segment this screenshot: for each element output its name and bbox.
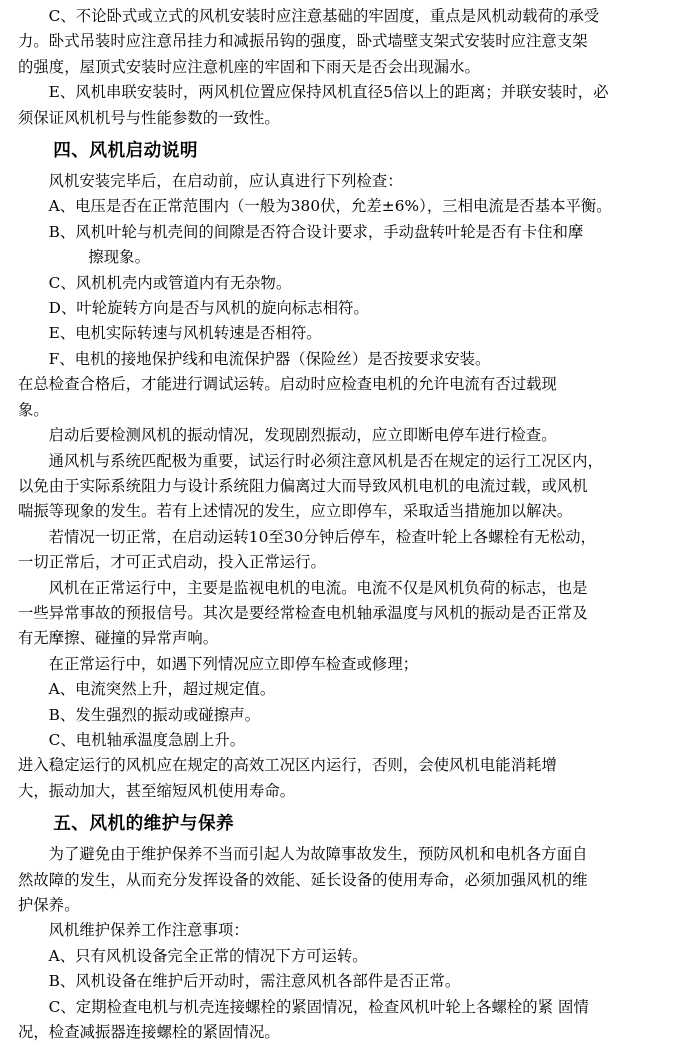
paragraph: 护保养。 [18,896,80,914]
paragraph: 在总检查合格后，才能进行调试运转。启动时应检查电机的允许电流有否过载现 [18,375,557,394]
paragraph: C、定期检查电机与机壳连接螺栓的紧固情况，检查风机叶轮上各螺栓的紧 固情 [48,997,589,1016]
paragraph: B、风机设备在维护后开动时，需注意风机各部件是否正常。 [48,972,461,991]
paragraph: 为了避免由于维护保养不当而引起人为故障事故发生，预防风机和电机各方面自 [48,845,588,864]
paragraph: C、风机机壳内或管道内有无杂物。 [48,273,292,292]
paragraph: A、电流突然上升，超过规定值。 [48,680,276,699]
paragraph: F、电机的接地保护线和电流保护器（保险丝）是否按要求安装。 [48,349,491,368]
paragraph: 喘振等现象的发生。若有上述情况的发生，应立即停车，采取适当措施加以解决。 [18,502,573,521]
paragraph: A、电压是否在正常范围内（一般为380伏，允差±6%），三相电流是否基本平衡。 [48,197,612,216]
section-heading-five: 五、风机的维护与保养 [53,814,235,835]
paragraph: 启动后要检测风机的振动情况，发现剧烈振动，应立即断电停车进行检查。 [48,426,557,445]
paragraph: 然故障的发生，从而充分发挥设备的效能、延长设备的使用寿命，必须加强风机的维 [18,870,588,889]
paragraph: 大，振动加大，甚至缩短风机使用寿命。 [18,781,296,800]
paragraph: 风机维护保养工作注意事项： [48,921,249,940]
paragraph: 一切正常后，才可正式启动，投入正常运行。 [18,553,326,572]
paragraph: 一些异常事故的预报信号。其次是要经常检查电机轴承温度与风机的振动是否正常及 [18,603,588,622]
paragraph: 有无摩擦、碰撞的异常声响。 [18,629,219,648]
paragraph: 况，检查减振器连接螺栓的紧固情况。 [18,1023,280,1042]
paragraph: 在正常运行中，如遇下列情况应立即停车检查或修理； [48,654,419,673]
paragraph: 风机安装完毕后，在启动前，应认真进行下列检查： [48,172,403,191]
paragraph: 象。 [18,400,49,419]
paragraph: 的强度，屋顶式安装时应注意机座的牢固和下雨天是否会出现漏水。 [18,57,480,76]
paragraph: 若情况一切正常，在启动运转10至30分钟后停车，检查叶轮上各螺栓有无松动， [48,527,597,546]
section-heading-four: 四、风机启动说明 [53,141,198,162]
paragraph: 须保证风机机号与性能参数的一致性。 [18,108,280,127]
paragraph: A、只有风机设备完全正常的情况下方可运转。 [48,946,368,965]
paragraph: E、风机串联安装时，两风机位置应保持风机直径5倍以上的距离；并联安装时，必 [48,83,609,102]
paragraph: 擦现象。 [88,248,150,267]
paragraph: E、电机实际转速与风机转速是否相符。 [48,324,322,343]
paragraph: C、电机轴承温度急剧上升。 [48,730,246,749]
paragraph: 风机在正常运行中，主要是监视电机的电流。电流不仅是风机负荷的标志，也是 [48,578,588,597]
paragraph: 以免由于实际系统阻力与设计系统阻力偏离过大而导致风机电机的电流过载，或风机 [18,476,588,495]
paragraph: 通风机与系统匹配极为重要，试运行时必须注意风机是否在规定的运行工况区内， [48,451,603,470]
paragraph: B、发生强烈的振动或碰擦声。 [48,705,261,724]
paragraph: D、叶轮旋转方向是否与风机的旋向标志相符。 [48,299,369,318]
paragraph: 力。卧式吊装时应注意吊挂力和减振吊钩的强度，卧式墙壁支架式安装时应注意支架 [18,32,588,51]
paragraph: 进入稳定运行的风机应在规定的高效工况区内运行，否则，会使风机电能消耗增 [18,756,557,775]
paragraph: C、不论卧式或立式的风机安装时应注意基础的牢固度，重点是风机动载荷的承受 [48,7,600,25]
paragraph: B、风机叶轮与机壳间的间隙是否符合设计要求，手动盘转叶轮是否有卡住和摩 [48,222,584,241]
